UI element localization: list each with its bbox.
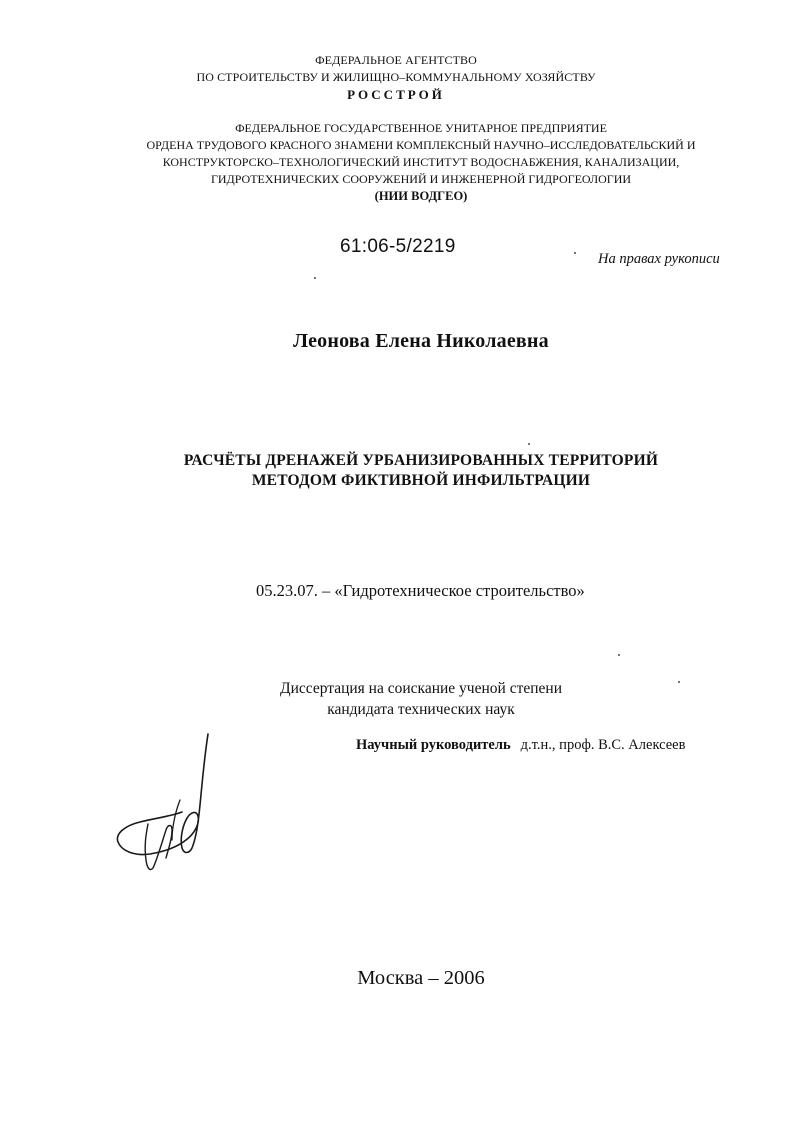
scan-speck	[618, 654, 620, 656]
handwritten-signature	[110, 730, 220, 875]
specialty-code: 05.23.07. – «Гидротехническое строительство»	[256, 581, 585, 600]
degree-statement	[0, 678, 792, 720]
organization-short-name: (НИИ ВОДГЕО)	[374, 189, 468, 203]
organization-block	[0, 120, 792, 205]
title-line-2: МЕТОДОМ ФИКТИВНОЙ ИНФИЛЬТРАЦИИ	[251, 472, 591, 489]
catalog-code: 61:06-5/2219	[340, 236, 456, 257]
scan-speck	[314, 277, 316, 279]
agency-short-name: РОССТРОЙ	[347, 87, 445, 102]
city-and-year: Москва – 2006	[357, 967, 485, 989]
organization-line-4: ГИДРОТЕХНИЧЕСКИХ СООРУЖЕНИЙ И ИНЖЕНЕРНОЙ ГИДРОГЕОЛОГИИ	[210, 172, 632, 186]
degree-line-2: кандидата технических наук	[327, 701, 515, 718]
supervisor-name: д.т.н., проф. В.С. Алексеев	[520, 737, 686, 753]
supervisor	[356, 737, 685, 754]
dissertation-title	[0, 451, 792, 491]
agency-line-2: ПО СТРОИТЕЛЬСТВУ И ЖИЛИЩНО–КОММУНАЛЬНОМУ ХОЗЯЙСТВУ	[196, 70, 596, 84]
supervisor-label: Научный руководитель	[356, 737, 511, 753]
title-line-1: РАСЧЁТЫ ДРЕНАЖЕЙ УРБАНИЗИРОВАННЫХ ТЕРРИТОРИЙ	[183, 452, 659, 469]
manuscript-rights-note: На правах рукописи	[598, 251, 720, 267]
agency-line-1: ФЕДЕРАЛЬНОЕ АГЕНТСТВО	[315, 53, 477, 67]
scan-speck	[574, 252, 576, 254]
organization-line-2: ОРДЕНА ТРУДОВОГО КРАСНОГО ЗНАМЕНИ КОМПЛЕКСНЫЙ НАУЧНО–ИССЛЕДОВАТЕЛЬСКИЙ И	[146, 138, 696, 152]
agency-header	[0, 52, 792, 103]
author-name: Леонова Елена Николаевна	[293, 330, 549, 352]
organization-line-3: КОНСТРУКТОРСКО–ТЕХНОЛОГИЧЕСКИЙ ИНСТИТУТ ВОДОСНАБЖЕНИЯ, КАНАЛИЗАЦИИ,	[162, 155, 680, 169]
degree-line-1: Диссертация на соискание ученой степени	[280, 680, 562, 697]
organization-line-1: ФЕДЕРАЛЬНОЕ ГОСУДАРСТВЕННОЕ УНИТАРНОЕ ПРЕДПРИЯТИЕ	[235, 121, 607, 135]
scan-speck	[678, 681, 680, 683]
scan-speck	[528, 443, 530, 445]
